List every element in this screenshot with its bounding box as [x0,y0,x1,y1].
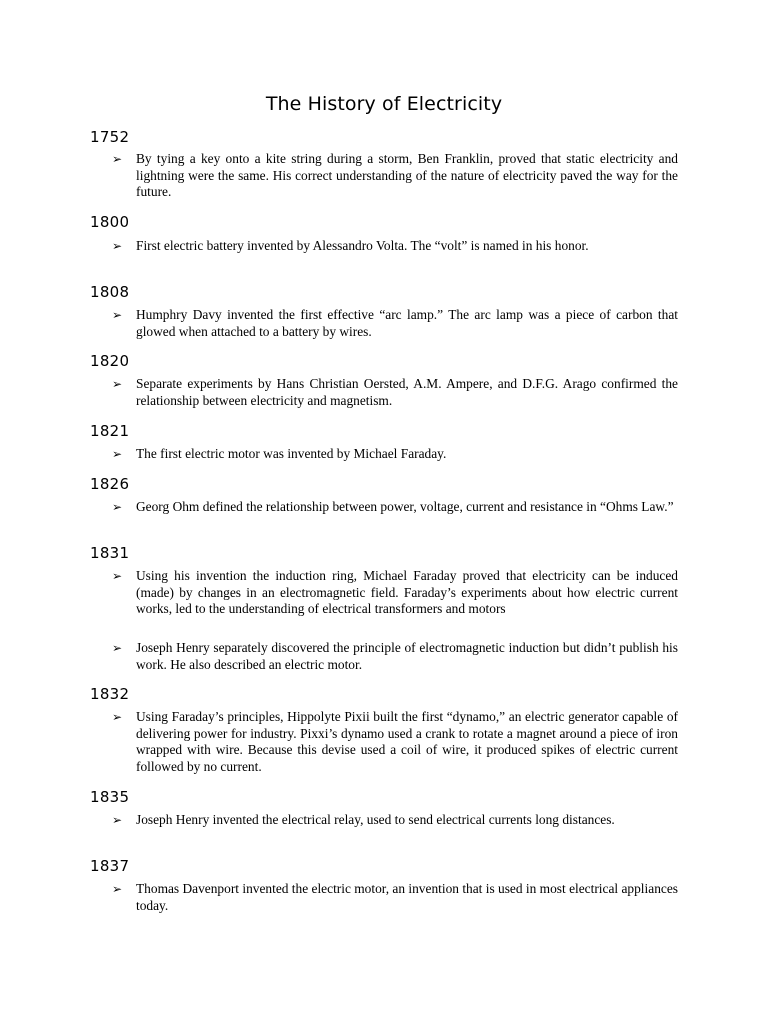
timeline-entry [112,568,678,618]
year-heading-1808: 1808 [90,283,130,301]
entry-text: Joseph Henry invented the electrical relay, used to send electrical currents long distances. [136,812,615,827]
entry-text: Thomas Davenport invented the electric motor, an invention that is used in most electrical appliances today. [136,881,678,913]
year-heading-1837: 1837 [90,857,130,875]
year-heading-1835: 1835 [90,788,130,806]
timeline-entry [112,881,678,914]
arrow-bullet-icon: ➢ [112,377,123,391]
arrow-bullet-icon: ➢ [112,447,123,461]
entry-text: Georg Ohm defined the relationship between power, voltage, current and resistance in “Ohms Law.” [136,499,674,514]
entry-text: Humphry Davy invented the first effective “arc lamp.” The arc lamp was a piece of carbon that glowed when attached to a battery by wires. [136,307,678,339]
arrow-bullet-icon: ➢ [112,710,123,724]
entry-text: Using his invention the induction ring, Michael Faraday proved that electricity can be induced (made) by changes in an electromagnetic field. Faraday’s experiments about how electric current works, led to the understanding of electrical transformers and motors [136,568,678,616]
entry-text: Joseph Henry separately discovered the principle of electromagnetic induction but didn’t publish his work. He also described an electric motor. [136,640,678,672]
timeline-entry [112,499,678,516]
arrow-bullet-icon: ➢ [112,500,123,514]
timeline-entry [112,446,678,463]
timeline-entry [112,307,678,340]
timeline-entry [112,151,678,201]
timeline-entry [112,640,678,673]
year-heading-1831: 1831 [90,544,130,562]
year-heading-1826: 1826 [90,475,130,493]
arrow-bullet-icon: ➢ [112,308,123,322]
year-heading-1800: 1800 [90,213,130,231]
year-heading-1821: 1821 [90,422,130,440]
arrow-bullet-icon: ➢ [112,569,123,583]
timeline-entry [112,376,678,409]
timeline-entry [112,812,678,829]
entry-text: Separate experiments by Hans Christian Oersted, A.M. Ampere, and D.F.G. Arago confirmed the relationship between electricity and magnetism. [136,376,678,408]
page-title: The History of Electricity [265,93,503,115]
entry-text: The first electric motor was invented by Michael Faraday. [136,446,447,461]
arrow-bullet-icon: ➢ [112,641,123,655]
year-heading-1752: 1752 [90,128,130,146]
arrow-bullet-icon: ➢ [112,882,123,896]
timeline-entry [112,709,678,775]
arrow-bullet-icon: ➢ [112,813,123,827]
entry-text: Using Faraday’s principles, Hippolyte Pixii built the first “dynamo,” an electric generator capable of delivering power for industry. Pixxi’s dynamo used a crank to rotate a magnet around a piece of iron wrapped with wire. Because this devise used a coil of wire, it produced spikes of electric current followed by no current. [136,709,678,774]
year-heading-1832: 1832 [90,685,130,703]
year-heading-1820: 1820 [90,352,130,370]
timeline-entry [112,238,678,255]
arrow-bullet-icon: ➢ [112,239,123,253]
entry-text: First electric battery invented by Alessandro Volta. The “volt” is named in his honor. [136,238,589,253]
entry-text: By tying a key onto a kite string during a storm, Ben Franklin, proved that static electricity and lightning were the same. His correct understanding of the nature of electricity paved the way for the future. [136,151,678,199]
arrow-bullet-icon: ➢ [112,152,123,166]
